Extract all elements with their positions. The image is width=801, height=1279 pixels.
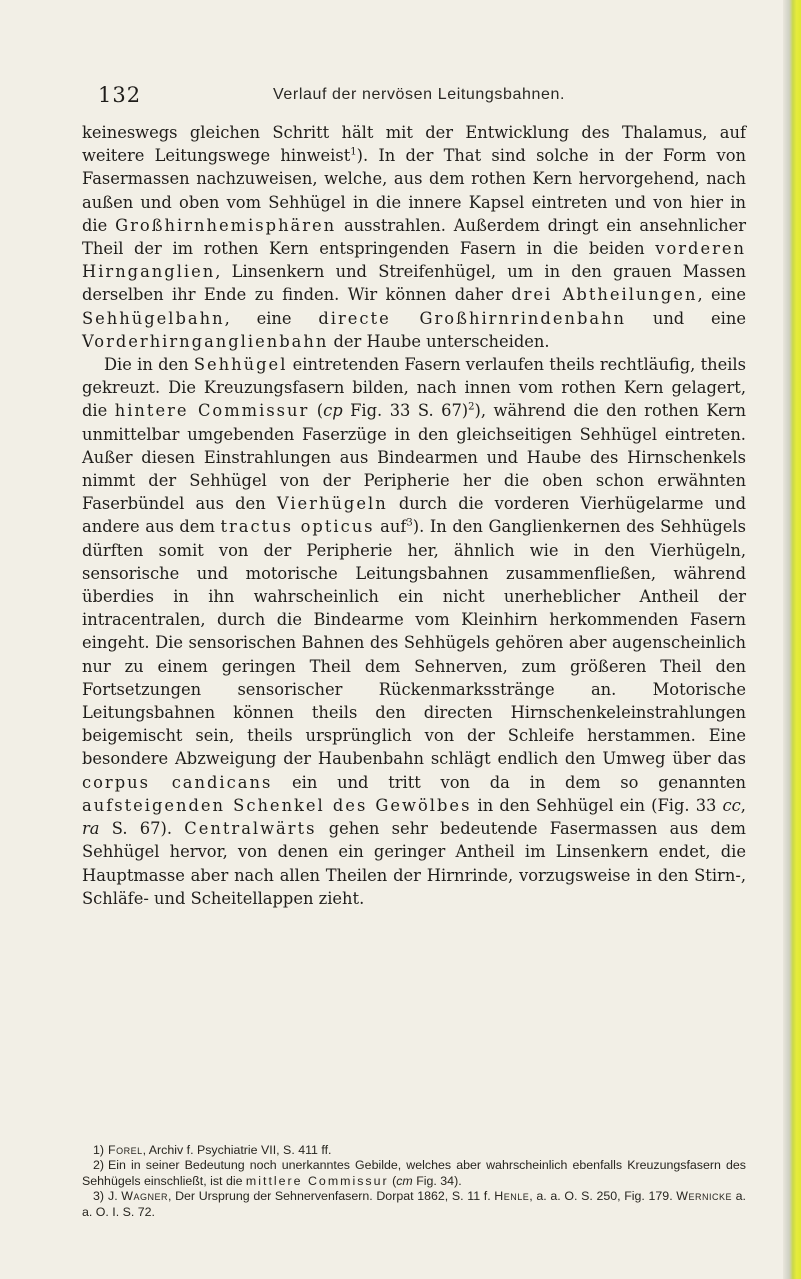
text-run: a. a. O. I. S. 72. [82, 1189, 746, 1219]
text-run: eintretenden Fasern verlaufen theils rechtläufig, theils gekreuzt. Die Kreuzungsfasern bilden, nach innen vom rothen Kern gelagert, die [82, 355, 746, 421]
body-text [82, 121, 746, 910]
page-number: 132 [98, 83, 142, 107]
text-run: gehen sehr bedeutende Fasermassen aus dem Sehhügel hervor, von denen ein geringer Antheil im Linsenkern endet, die Hauptmasse aber nach allen Theilen der Hirnrinde, vorzugsweise in den Stirn-, Schläfe- und Scheitellappen zieht. [82, 819, 746, 908]
text-run: , eine [697, 285, 746, 305]
figure-label: ra [82, 819, 100, 839]
page-header [78, 83, 718, 111]
text-run: keineswegs gleichen Schritt hält mit der Entwicklung des Thalamus, auf weitere Leitungswege hinweist [82, 123, 746, 166]
text-run: , Linsenkern und Streifenhügel, um in den grauen Massen derselben ihr Ende zu finden. Wir können daher [82, 262, 746, 305]
emphasis-spaced: tractus opticus [220, 517, 375, 537]
text-run: Fig. 33 S. 67) [342, 401, 469, 421]
emphasis-spaced: Vierhügeln [276, 494, 388, 514]
text-run: , eine [224, 308, 319, 328]
author-name: Wernicke [676, 1189, 732, 1204]
text-run: in den Sehhügel ein (Fig. 33 [471, 795, 723, 815]
emphasis-spaced: corpus candicans [82, 772, 273, 792]
emphasis-spaced: Sehhügelbahn [82, 308, 225, 328]
footnotes [82, 1143, 746, 1220]
emphasis-spaced: Sehhügel [193, 355, 288, 375]
emphasis-spaced: Vorderhirnganglienbahn [82, 331, 329, 351]
text-run: ( [309, 401, 324, 421]
author-name: Henle [494, 1189, 530, 1204]
emphasis-spaced: drei Abtheilungen [511, 285, 698, 305]
emphasis-spaced: hintere Commissur [114, 401, 310, 421]
figure-label: cp [323, 401, 343, 421]
text-run: ( [388, 1173, 397, 1188]
text-run: , a. a. O. S. 250, Fig. 179. [529, 1189, 677, 1204]
footnote-ref: 2 [468, 402, 475, 414]
text-run: Fig. 34). [412, 1173, 462, 1188]
footnote-ref: 1 [350, 146, 357, 158]
text-run: , Archiv f. Psychiatrie VII, S. 411 ff. [142, 1143, 332, 1157]
text-run: S. 67). [99, 819, 185, 839]
text-run: und eine [626, 308, 746, 328]
text-run: , [740, 795, 746, 815]
paragraph [82, 121, 746, 353]
footnote [82, 1189, 746, 1220]
text-run: ein und tritt von da in dem so genannten [272, 772, 747, 792]
text-run: der Haube unterscheiden. [328, 331, 550, 351]
emphasis-spaced: aufsteigenden Schenkel des Gewölbes [82, 795, 472, 815]
emphasis-spaced: Großhirnhemisphären [115, 215, 337, 235]
figure-label: cm [396, 1173, 413, 1188]
page-edge [783, 0, 801, 1279]
text-run: durch die vorderen Vierhügelarme und andere aus dem [82, 494, 746, 537]
footnote [82, 1158, 746, 1189]
footnote-ref: 3 [406, 518, 413, 530]
footnote-number: 1) [92, 1143, 104, 1157]
text-run: ). In der That sind solche in der Form von Fasermassen nachzuweisen, welche, aus dem rothen Kern hervorgehend, nach außen und oben vom Sehhügel in die innere Kapsel eintreten und von hier in die [82, 146, 747, 235]
footnote [82, 1143, 746, 1158]
text-run: Die in den [104, 355, 194, 375]
text-run: , Der Ursprung der Sehnervenfasern. Dorpat 1862, S. 11 f. [168, 1189, 495, 1204]
emphasis-spaced: directe Großhirnrindenbahn [318, 308, 627, 328]
author-name: Wagner [121, 1189, 168, 1204]
paragraph [82, 353, 746, 910]
emphasis-spaced: Centralwärts [184, 819, 317, 839]
text-run: auf [374, 517, 407, 537]
footnote-number: 3) [92, 1189, 104, 1204]
figure-label: cc [722, 795, 741, 815]
text-run: ), während die den rothen Kern unmittelbar umgebenden Faserzüge in den gleichseitigen Sehhügel eintreten. Außer diesen Einstrahlungen aus Bindearmen und Haube des Hirnschenkels nimmt der Sehhügel von der Peripherie her die oben schon erwähnten Faserbündel aus den [82, 401, 746, 514]
text-run: ). In den Ganglienkernen des Sehhügels dürften somit von der Peripherie her, ähnlich wie in den Vierhügeln, sensorische und motorische Leitungsbahnen zusammenfließen, während überdies in ihn wahrscheinlich ein nicht unerheblicher Antheil der intracentralen, durch die Bindearme vom Kleinhirn herkommenden Fasern eingeht. Die sensorischen Bahnen des Sehhügels gehören aber augenscheinlich nur zu einem geringen Theil dem Sehnerven, zum größeren Theil den Fortsetzungen sensorischer Rückenmarksstränge an. Motorische Leitungsbahnen können theils den directen Hirnschenkeleinstrahlungen beigemischt sein, theils ursprünglich von der Schleife herstammen. Eine besondere Abzweigung der Haubenbahn schlägt endlich den Umweg über das [82, 517, 746, 769]
author-name: Forel [108, 1143, 143, 1157]
text-run: J. [108, 1189, 122, 1204]
emphasis-spaced: mittlere Commissur [245, 1173, 389, 1188]
text-run: ausstrahlen. Außerdem dringt ein ansehnlicher Theil der im rothen Kern entspringenden Fasern in die beiden [82, 215, 746, 259]
emphasis-spaced: vorderen Hirnganglien [82, 239, 746, 282]
footnote-number: 2) [92, 1158, 104, 1173]
text-run: Ein in seiner Bedeutung noch unerkanntes Gebilde, welches aber wahrscheinlich ebenfalls Kreuzungsfasern des Sehhügels einschließt, ist die [82, 1158, 746, 1188]
running-title: Verlauf der nervösen Leitungsbahnen. [273, 86, 566, 103]
